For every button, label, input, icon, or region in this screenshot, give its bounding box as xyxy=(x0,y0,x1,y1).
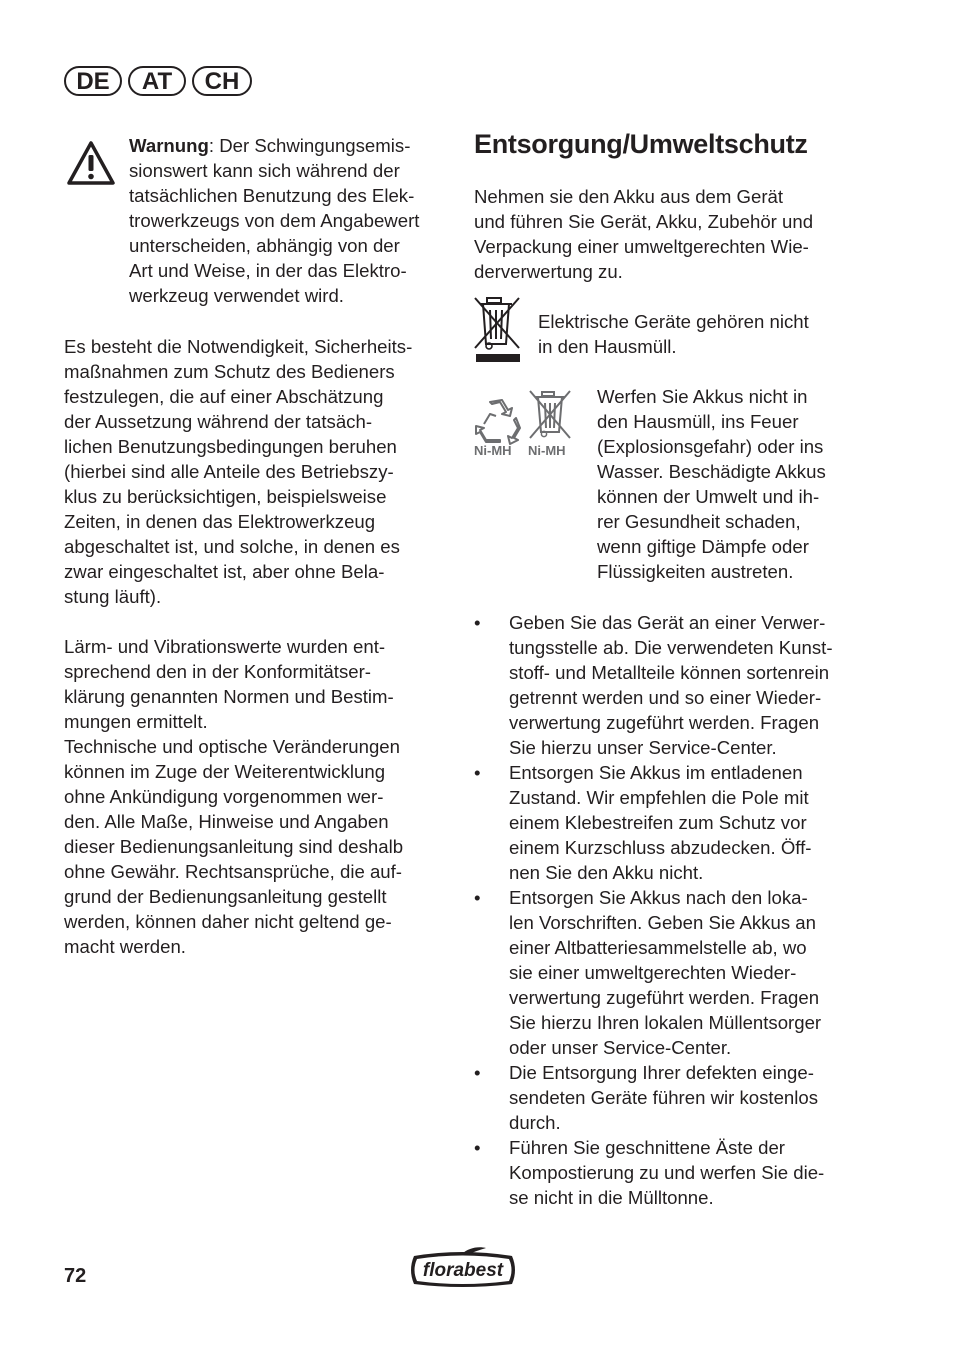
text-line: dieser Bedienungsanleitung sind deshalb xyxy=(64,836,404,857)
page-number: 72 xyxy=(64,1265,87,1287)
text-line: der Aussetzung während der tatsäch- xyxy=(64,411,373,432)
bullet-marker: • xyxy=(474,1062,481,1083)
bullet-marker: • xyxy=(474,762,481,783)
text-line: festzulegen, die auf einer Abschätzung xyxy=(64,386,384,407)
text-line: Technische und optische Veränderungen xyxy=(64,736,400,757)
text-line: einem Kurzschluss abzudecken. Öff- xyxy=(509,837,812,858)
text-line: Wasser. Beschädigte Akkus xyxy=(597,461,826,482)
text-line: tungsstelle ab. Die verwendeten Kunst- xyxy=(509,637,833,658)
text-line: getrennt werden und so einer Wieder- xyxy=(509,687,822,708)
text-line: abgeschaltet ist, und solche, in denen es xyxy=(64,536,400,557)
text-line: können der Umwelt und ih- xyxy=(597,486,820,507)
text-line: rer Gesundheit schaden, xyxy=(597,511,801,532)
text-line: maßnahmen zum Schutz des Bedieners xyxy=(64,361,395,382)
text-line: Entsorgen Sie Akkus nach den loka- xyxy=(509,887,808,908)
bullet-item xyxy=(474,610,874,760)
text-line: Lärm- und Vibrationswerte wurden ent- xyxy=(64,636,386,657)
text-line: Führen Sie geschnittene Äste der xyxy=(509,1137,785,1158)
text-line: ohne Ankündigung vorgenommen wer- xyxy=(64,786,384,807)
battery-note xyxy=(597,384,826,584)
recycle-icon xyxy=(474,396,524,446)
text-line: (hierbei sind alle Anteile des Betriebszy- xyxy=(64,461,394,482)
bullet-item xyxy=(474,1060,874,1135)
text-line: zwar eingeschaltet ist, aber ohne Bela- xyxy=(64,561,385,582)
text-line: sendeten Geräte führen wir kostenlos xyxy=(509,1087,819,1108)
crossed-bin-small-icon xyxy=(526,388,574,444)
warning-line: sionswert kann sich während der xyxy=(129,160,400,181)
warning-line: tatsächlichen Benutzung des Elek- xyxy=(129,185,415,206)
bullet-item xyxy=(474,885,874,1060)
text-line: derverwertung zu. xyxy=(474,261,623,282)
text-line: stoff- und Metallteile können sortenrein xyxy=(509,662,830,683)
text-line: Verpackung einer umweltgerechten Wie- xyxy=(474,236,809,257)
text-line: Es besteht die Notwendigkeit, Sicherheits- xyxy=(64,336,413,357)
text-line: Zeiten, in denen das Elektrowerkzeug xyxy=(64,511,376,532)
text-line: Entsorgen Sie Akkus im entladenen xyxy=(509,762,803,783)
text-line: Kompostierung zu und werfen Sie die- xyxy=(509,1162,825,1183)
text-line: können im Zuge der Weiterentwicklung xyxy=(64,761,386,782)
noise-vibration-paragraph xyxy=(64,634,403,959)
text-line: Die Entsorgung Ihrer defekten einge- xyxy=(509,1062,814,1083)
bullet-item xyxy=(474,1135,874,1210)
weee-note xyxy=(538,309,809,359)
logo-text: florabest xyxy=(422,1260,504,1281)
warning-line: unterscheiden, abhängig von der xyxy=(129,235,400,256)
text-line: durch. xyxy=(509,1112,561,1133)
battery-icons xyxy=(472,388,578,466)
text-line: Werfen Sie Akkus nicht in xyxy=(597,386,808,407)
text-line: grund der Bedienungsanleitung gestellt xyxy=(64,886,387,907)
text-line: Geben Sie das Gerät an einer Verwer- xyxy=(509,612,826,633)
text-line: se nicht in die Mülltonne. xyxy=(509,1187,714,1208)
bullet-marker: • xyxy=(474,887,481,908)
text-line: Sie hierzu unser Service-Center. xyxy=(509,737,777,758)
bullet-marker: • xyxy=(474,1137,481,1158)
text-line: ohne Gewähr. Rechtsansprüche, die auf- xyxy=(64,861,402,882)
text-line: wenn giftige Dämpfe oder xyxy=(597,536,809,557)
text-line: nen Sie den Akku nicht. xyxy=(509,862,704,883)
text-line: verwertung zugeführt werden. Fragen xyxy=(509,987,820,1008)
text-line: len Vorschriften. Geben Sie Akkus an xyxy=(509,912,816,933)
text-line: stung läuft). xyxy=(64,586,162,607)
text-line: verwertung zugeführt werden. Fragen xyxy=(509,712,820,733)
text-line: und führen Sie Gerät, Akku, Zubehör und xyxy=(474,211,814,232)
country-badge-de: DE xyxy=(64,66,122,96)
disposal-bullet-list xyxy=(474,610,874,1210)
text-line: lichen Benutzungsbedingungen beruhen xyxy=(64,436,397,457)
text-line: in den Hausmüll. xyxy=(538,336,677,357)
text-line: den Hausmüll, ins Feuer xyxy=(597,411,799,432)
country-badge-at: AT xyxy=(128,66,186,96)
warning-triangle-icon xyxy=(66,140,116,186)
text-line: den. Alle Maße, Hinweise und Angaben xyxy=(64,811,389,832)
warning-label: Warnung xyxy=(129,135,209,156)
text-line: Sie hierzu Ihren lokalen Müllentsorger xyxy=(509,1012,822,1033)
warning-line: trowerkzeugs von dem Angabewert xyxy=(129,210,420,231)
bullet-marker: • xyxy=(474,612,481,633)
warning-line: Art und Weise, in der das Elektro- xyxy=(129,260,407,281)
warning-text xyxy=(129,133,419,308)
text-line: Nehmen sie den Akku aus dem Gerät xyxy=(474,186,784,207)
bullet-item xyxy=(474,760,874,885)
text-line: einer Altbatteriesammelstelle ab, wo xyxy=(509,937,807,958)
warning-line: werkzeug verwendet wird. xyxy=(129,285,344,306)
text-line: macht werden. xyxy=(64,936,186,957)
text-line: klus zu berücksichtigen, beispielsweise xyxy=(64,486,387,507)
warning-line: : Der Schwingungsemis- xyxy=(208,135,411,156)
safety-measures-paragraph xyxy=(64,334,412,609)
text-line: klärung genannten Normen und Bestim- xyxy=(64,686,394,707)
text-line: sprechend den in der Konformitätser- xyxy=(64,661,371,682)
text-line: sie einer umweltgerechten Wieder- xyxy=(509,962,797,983)
florabest-logo xyxy=(406,1244,520,1290)
text-line: oder unser Service-Center. xyxy=(509,1037,732,1058)
battery-type-label: Ni-MH xyxy=(528,443,566,458)
text-line: Elektrische Geräte gehören nicht xyxy=(538,311,809,332)
text-line: Zustand. Wir empfehlen die Pole mit xyxy=(509,787,809,808)
section-heading: Entsorgung/Umweltschutz xyxy=(474,129,808,159)
text-line: mungen ermittelt. xyxy=(64,711,208,732)
text-line: Flüssigkeiten austreten. xyxy=(597,561,794,582)
crossed-bin-icon xyxy=(472,294,524,366)
text-line: einem Klebestreifen zum Schutz vor xyxy=(509,812,807,833)
text-line: (Explosionsgefahr) oder ins xyxy=(597,436,824,457)
battery-type-label: Ni-MH xyxy=(474,443,512,458)
disposal-intro xyxy=(474,184,813,284)
country-badge-ch: CH xyxy=(192,66,252,96)
text-line: werden, können daher nicht geltend ge- xyxy=(64,911,392,932)
